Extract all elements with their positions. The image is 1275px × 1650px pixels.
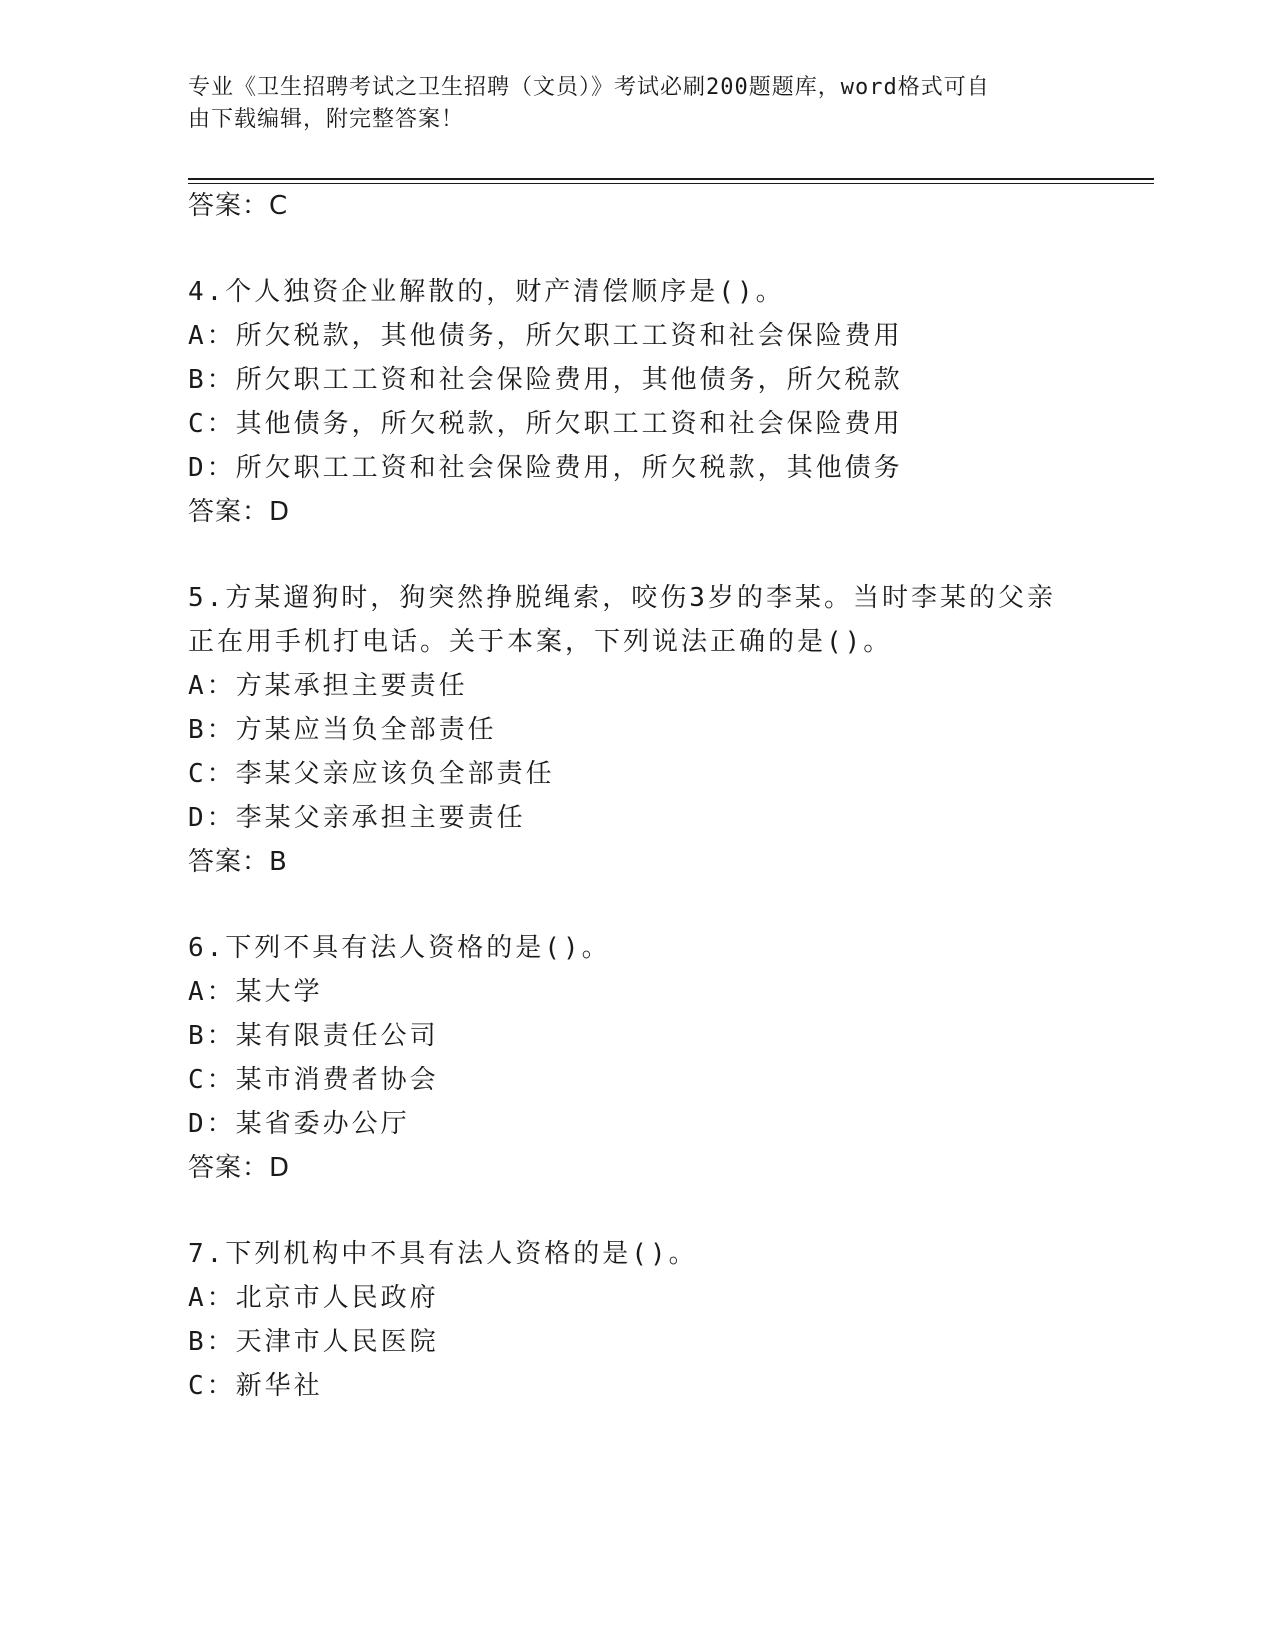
question-4-option-b: B：所欠职工工资和社会保险费用，其他债务，所欠税款 xyxy=(188,365,903,395)
question-6-stem: 6.下列不具有法人资格的是()。 xyxy=(188,933,611,963)
header-line-2: 由下载编辑，附完整答案！ xyxy=(188,107,465,132)
question-6-option-d: D：某省委办公厅 xyxy=(188,1109,410,1139)
question-5-option-d: D：李某父亲承担主要责任 xyxy=(188,803,526,833)
question-7-option-a: A：北京市人民政府 xyxy=(188,1283,439,1313)
header-rule-thin xyxy=(188,183,1154,184)
header-line-1: 专业《卫生招聘考试之卫生招聘（文员）》考试必刷200题题库，word格式可自 xyxy=(188,75,990,100)
page-header xyxy=(188,72,1068,136)
header-rule-thick xyxy=(188,178,1154,180)
question-4-stem: 4.个人独资企业解散的，财产清偿顺序是()。 xyxy=(188,277,785,307)
question-5-option-a: A：方某承担主要责任 xyxy=(188,671,468,701)
question-6-option-c: C：某市消费者协会 xyxy=(188,1065,439,1095)
previous-answer: 答案：C xyxy=(188,191,289,221)
question-6-option-b: B：某有限责任公司 xyxy=(188,1021,439,1051)
question-5-option-b: B：方某应当负全部责任 xyxy=(188,715,497,745)
question-4-option-a: A：所欠税款，其他债务，所欠职工工资和社会保险费用 xyxy=(188,321,903,351)
question-5-stem-line-1: 5.方某遛狗时，狗突然挣脱绳索，咬伤3岁的李某。当时李某的父亲 xyxy=(188,583,1056,613)
question-6-answer: 答案：D xyxy=(188,1153,291,1183)
question-4-answer: 答案：D xyxy=(188,497,291,527)
question-5-answer: 答案：B xyxy=(188,847,288,877)
question-7-option-b: B：天津市人民医院 xyxy=(188,1327,439,1357)
question-7-stem: 7.下列机构中不具有法人资格的是()。 xyxy=(188,1239,698,1269)
question-5-option-c: C：李某父亲应该负全部责任 xyxy=(188,759,555,789)
question-5-stem-line-2: 正在用手机打电话。关于本案，下列说法正确的是()。 xyxy=(188,627,893,657)
question-7-option-c: C：新华社 xyxy=(188,1371,323,1401)
question-4-option-c: C：其他债务，所欠税款，所欠职工工资和社会保险费用 xyxy=(188,409,903,439)
question-4-option-d: D：所欠职工工资和社会保险费用，所欠税款，其他债务 xyxy=(188,453,903,483)
question-6-option-a: A：某大学 xyxy=(188,977,323,1007)
